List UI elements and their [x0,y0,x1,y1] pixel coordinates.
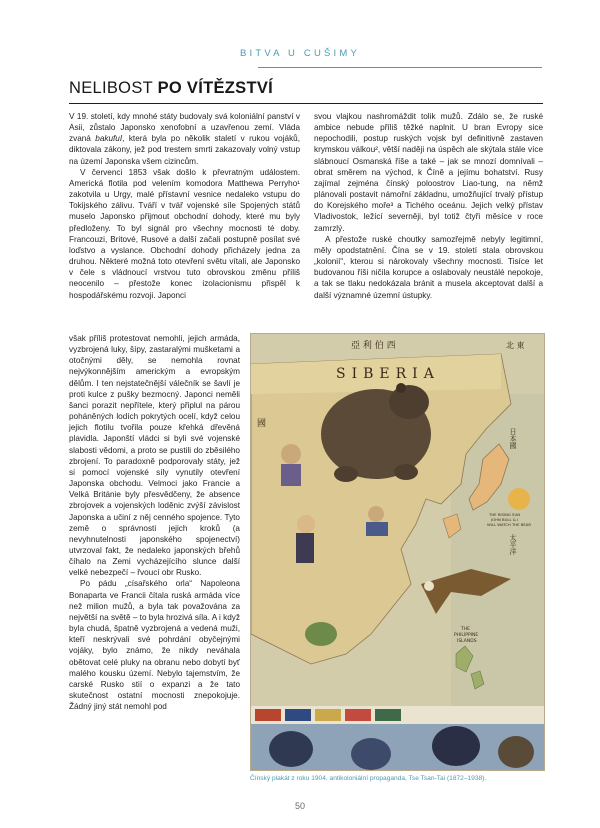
flag-3 [315,709,341,721]
flag-1 [255,709,281,721]
left-column-top [69,111,300,301]
poster-right-col-2: 太平洋 [509,534,517,555]
russian-bear-ear [396,383,406,393]
flag-2 [285,709,311,721]
figure-soldier-1 [281,444,301,464]
figure-soldier-2 [297,515,315,533]
flag-4 [345,709,371,721]
rising-sun [508,488,530,510]
paragraph-3: Po pádu „císařského orla“ Napoleona Bonaparta ve Francii čítala ruská armáda více než milion mužů, a byla tak považována za největší na světě – to byla hrozivá síla. A i když byla chudá, špatně vyzbrojená a vedená muži, kteří neskrývali své pohrdání obyčejnými vojáky, bylo známo, že nikdy neváhala obětovat celé pluky na obranu nebo dobytí byť malého kousku území. Nebylo tajemstvím, že carské Rusko stií o expanzi a že tato skutečnost ostatní mocnosti znepokojuje. Žádný jiný stát nemohl pod [69,579,240,712]
poster-frog [305,622,337,646]
figure-soldier-3-coat [366,522,388,536]
poster-siberia-label: SIBERIA [336,366,440,382]
poster-illustration [251,334,544,770]
propaganda-poster-figure [250,333,545,771]
paragraph-2: V červenci 1853 však došlo k převratným událostem. Americká flotila pod velením komodora Matthewa Perryho¹ zakotvila u Urgy, malé přístavní vesnice nedaleko vstupu do Tokijského zálivu. Tváří v tvář vojenské síle Spojených států muselo Japonsko přijmout obchodní dohody, které mu byly předloženy. To byl signál pro všechny mocnosti té doby. Francouzi, Britové, Rusové a další začali postupně posílat své loďstvo a vyslance. Obchodní dohody přicházely jedna za druhou. Některé možná toto otevření světu vítali, ale Japonsko v čele s vládnoucí vrstvou tuto obrovskou změnu příliš neocenilo – přestože konec izolacionismu přispěl k hospodářskému rozvoji. Japonci [69,167,300,300]
islands-line-3: ISLANDS [457,639,477,644]
flag-5 [375,709,401,721]
paragraph-5: A přestože ruské choutky samozřejmě nebyly legitimní, měly opodstatnění. Čína se v 19. století stala obrovskou „kolonií“, kterou si nárokovaly všechny mocnosti. Tisíce let budovanou říši ničila korupce a oslabovaly neustálé nepokoje, a tak se tlaku nedokázala bránit a musela akceptovat další a další významné územní ústupky. [314,234,543,300]
rising-sun-line-2: JOHN BULL & I [491,517,519,522]
soldier-bottom-2 [351,738,391,770]
title-bold: PO VÍTĚZSTVÍ [157,79,274,97]
rising-sun-line-3: WILL WATCH THE BEAR [487,522,531,527]
paragraph-1-text-a: V 19. století, kdy mnohé státy budovaly svá koloniální panství v Asii, zůstalo Japonsko xenofobní a uzavřenou zemí. Vláda zvaná [69,112,300,144]
title-rule [69,103,543,104]
paragraph-1 [69,111,300,167]
paragraph-4: svou vlajkou nashromáždit tolik mužů. Zdálo se, že ruské ambice nebude příliš těžké naplnit. U bran Evropy sice nepochodili, postup ruských vojsk byl definitivně zastaven krymskou válkou², větší naději na úspěch ale skýtala stále více slábnoucí Osmanská říše a také – jak se mnozí domnívali – obrat směrem na východ, k Číně a jejímu bohatství. Rusy zajímal zejména čínský poloostrov Liao-tung, na němž plánovali postavit námořní základnu, umožňující trvalý přístup do Korejského moře³ a Tichého oceánu. Jejich velký přístav Vladivostok, ležící severněji, byl totiž čtyři měsíce v roce zamrzlý. [314,112,543,233]
poster-china-char: 國 [257,419,267,429]
russian-bear-paw-left [334,466,358,482]
poster-compass-chars: 北 東 [506,341,525,350]
left-column-narrow [69,333,240,712]
poster-top-chars: 亞 利 伯 西 [351,341,396,351]
soldier-bottom-3 [432,726,480,766]
islands-line-2: PHILIPPINE [454,633,479,638]
figure-soldier-3 [368,506,384,522]
header-rule [258,67,542,68]
soldier-bottom-1 [269,731,313,767]
american-eagle-head [424,581,434,591]
russian-bear-head [389,385,429,419]
figure-caption: Čínský plakát z roku 1904, antikoloniální propaganda, Tse Tsan-Tai (1872–1938). [250,775,487,782]
page-number: 50 [294,801,305,811]
paragraph-1-text-b: , která byla po několik staletí v rukou vojáků, diktovala zákony, jež pod trestem smrti zakazovaly volný vstup na území Japonska všem cizincům. [69,134,300,166]
right-column [314,111,543,301]
rising-sun-line-1: THE RISING SUN [489,512,521,517]
poster-right-col-1: 日本國 [509,428,517,449]
figure-soldier-1-coat [281,464,301,486]
paragraph-1-italic: bakufuI [95,134,123,144]
article-title [69,79,273,98]
soldier-bottom-4 [498,736,534,768]
figure-soldier-2-coat [296,533,314,563]
paragraph-2-continued: však příliš protestovat nemohli, jejich armáda, vyzbrojená luky, šípy, zastaralými mušketami a otočnými děly, se nemohla rovnat nejvýkonnějším americkým a evropským dělům. I ten nejstatečnější válečník se šavlí je proti kulce z pušky bezmocný. Japonci neměli šanci porazit nepřítele, který připlul na párou poháněných lodích pokrytých ocelí, když celou jejich flotilu tvořila pouze křehká dřevěná plavidla. Japonští vládci si byli své vojenské slabosti vědomi, a proto se pustili do zběsilého zbrojení. To paradoxně podporovaly státy, jež si pomocí vojenské síly vynutily otevření Japonska obchodu. Velmoci jako Francie a Velká Británie byly přesvědčeny, že absence zbrojovek a vojenských loděnic zvýší závislost Japonska a učiní z něj cenného spojence. Tyto země o správnosti jejich kroků (a nevyhnutelnosti japonského spojenectví) utvrzoval fakt, že nedaleko japonských břehů číhalo na Zemi vycházejícího slunce další velké nebezpečí – řvoucí obr Rusko. [69,334,240,578]
islands-line-1: THE [461,627,470,632]
title-light: NELIBOST [69,79,153,97]
russian-bear-paw-right [394,464,418,480]
running-header: BITVA U CUŠIMY [239,48,361,59]
